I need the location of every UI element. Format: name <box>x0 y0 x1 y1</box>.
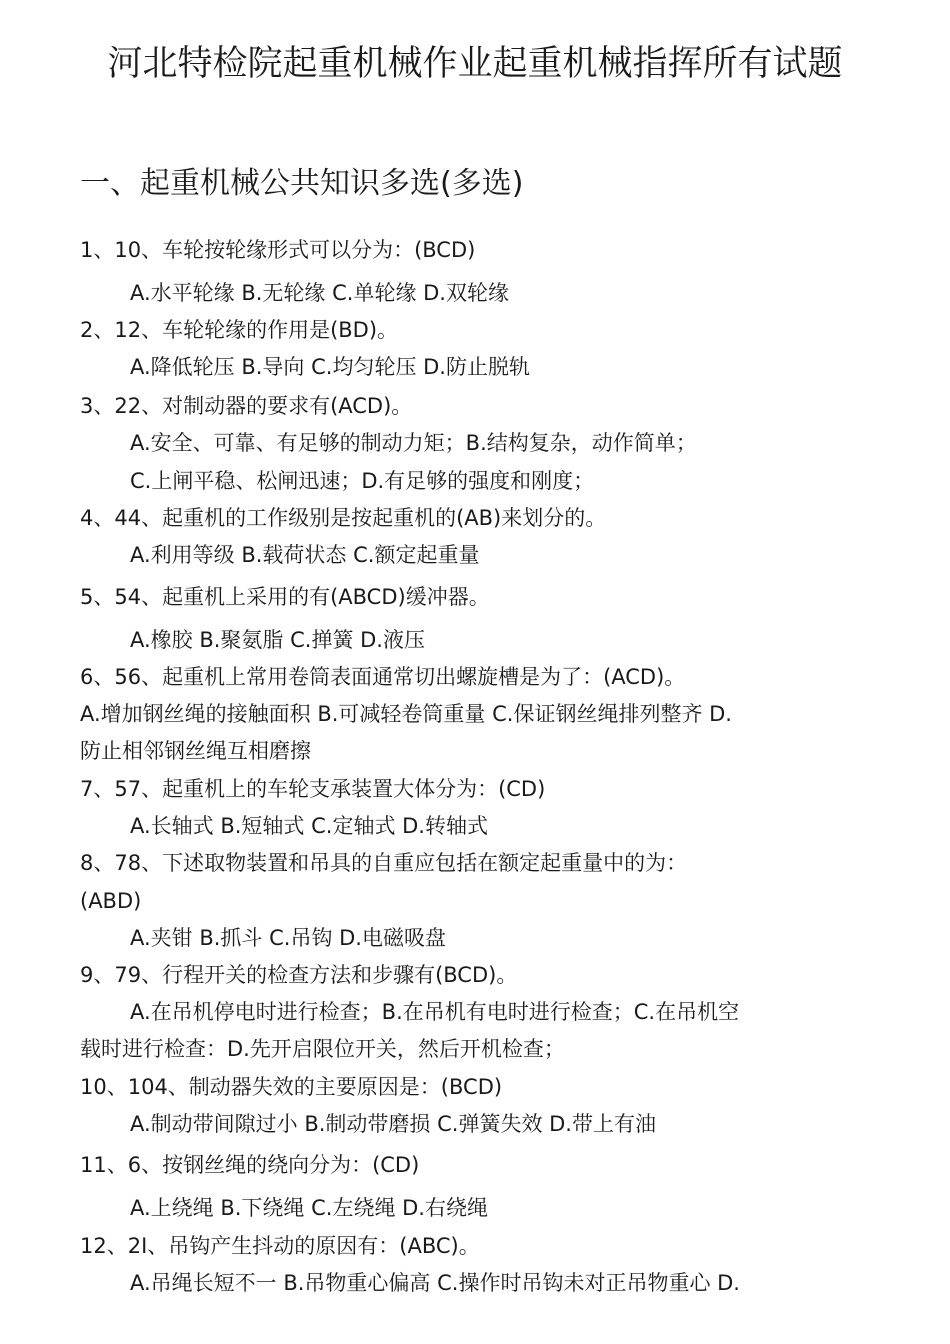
question-line: 3、22、对制动器的要求有(ACD)。 <box>80 394 413 418</box>
option-line: A.降低轮压 B.导向 C.均匀轮压 D.防止脱轨 <box>130 355 530 379</box>
question-line: 4、44、起重机的工作级别是按起重机的(AB)来划分的。 <box>80 506 607 530</box>
question-line: 6、56、起重机上常用卷筒表面通常切出螺旋槽是为了：(ACD)。 <box>80 665 686 689</box>
question-line: 1、10、车轮按轮缘形式可以分为：(BCD) <box>80 238 476 262</box>
option-line: A.增加钢丝绳的接触面积 B.可减轻卷筒重量 C.保证钢丝绳排列整齐 D. <box>80 702 732 726</box>
section-heading: 一、起重机械公共知识多选(多选) <box>80 166 524 201</box>
option-line: A.制动带间隙过小 B.制动带磨损 C.弹簧失效 D.带上有油 <box>130 1112 656 1136</box>
option-line: A.安全、可靠、有足够的制动力矩；B.结构复杂，动作简单； <box>130 431 697 455</box>
option-line: 载时进行检查：D.先开启限位开关，然后开机检查； <box>80 1037 565 1061</box>
option-line: A.利用等级 B.载荷状态 C.额定起重量 <box>130 543 480 567</box>
option-line: 防止相邻钢丝绳互相磨擦 <box>80 739 311 763</box>
question-line: 2、12、车轮轮缘的作用是(BD)。 <box>80 318 399 342</box>
option-line: A.上绕绳 B.下绕绳 C.左绕绳 D.右绕绳 <box>130 1196 488 1220</box>
document-title: 河北特检院起重机械作业起重机械指挥所有试题 <box>107 44 843 84</box>
question-line: 10、104、制动器失效的主要原因是：(BCD) <box>80 1075 503 1099</box>
question-line: 7、57、起重机上的车轮支承装置大体分为：(CD) <box>80 777 546 801</box>
question-line: 5、54、起重机上采用的有(ABCD)缓冲器。 <box>80 585 490 609</box>
question-line: 9、79、行程开关的检查方法和步骤有(BCD)。 <box>80 963 518 987</box>
option-line: A.吊绳长短不一 B.吊物重心偏高 C.操作时吊钩未对正吊物重心 D. <box>130 1271 740 1295</box>
option-line: A.水平轮缘 B.无轮缘 C.单轮缘 D.双轮缘 <box>130 281 509 305</box>
option-line: A.橡胶 B.聚氨脂 C.掸簧 D.液压 <box>130 628 425 652</box>
option-line: A.长轴式 B.短轴式 C.定轴式 D.转轴式 <box>130 814 488 838</box>
option-line: A.在吊机停电时进行检查；B.在吊机有电时进行检查；C.在吊机空 <box>130 1000 740 1024</box>
option-line: C.上闸平稳、松闸迅速；D.有足够的强度和刚度； <box>130 469 595 493</box>
question-line: 11、6、按钢丝绳的绕向分为：(CD) <box>80 1153 420 1177</box>
option-line: A.夹钳 B.抓斗 C.吊钩 D.电磁吸盘 <box>130 926 446 950</box>
question-line: (ABD) <box>80 889 142 913</box>
question-line: 12、2I、吊钩产生抖动的原因有：(ABC)。 <box>80 1234 480 1258</box>
question-line: 8、78、下述取物装置和吊具的自重应包括在额定起重量中的为： <box>80 851 688 875</box>
